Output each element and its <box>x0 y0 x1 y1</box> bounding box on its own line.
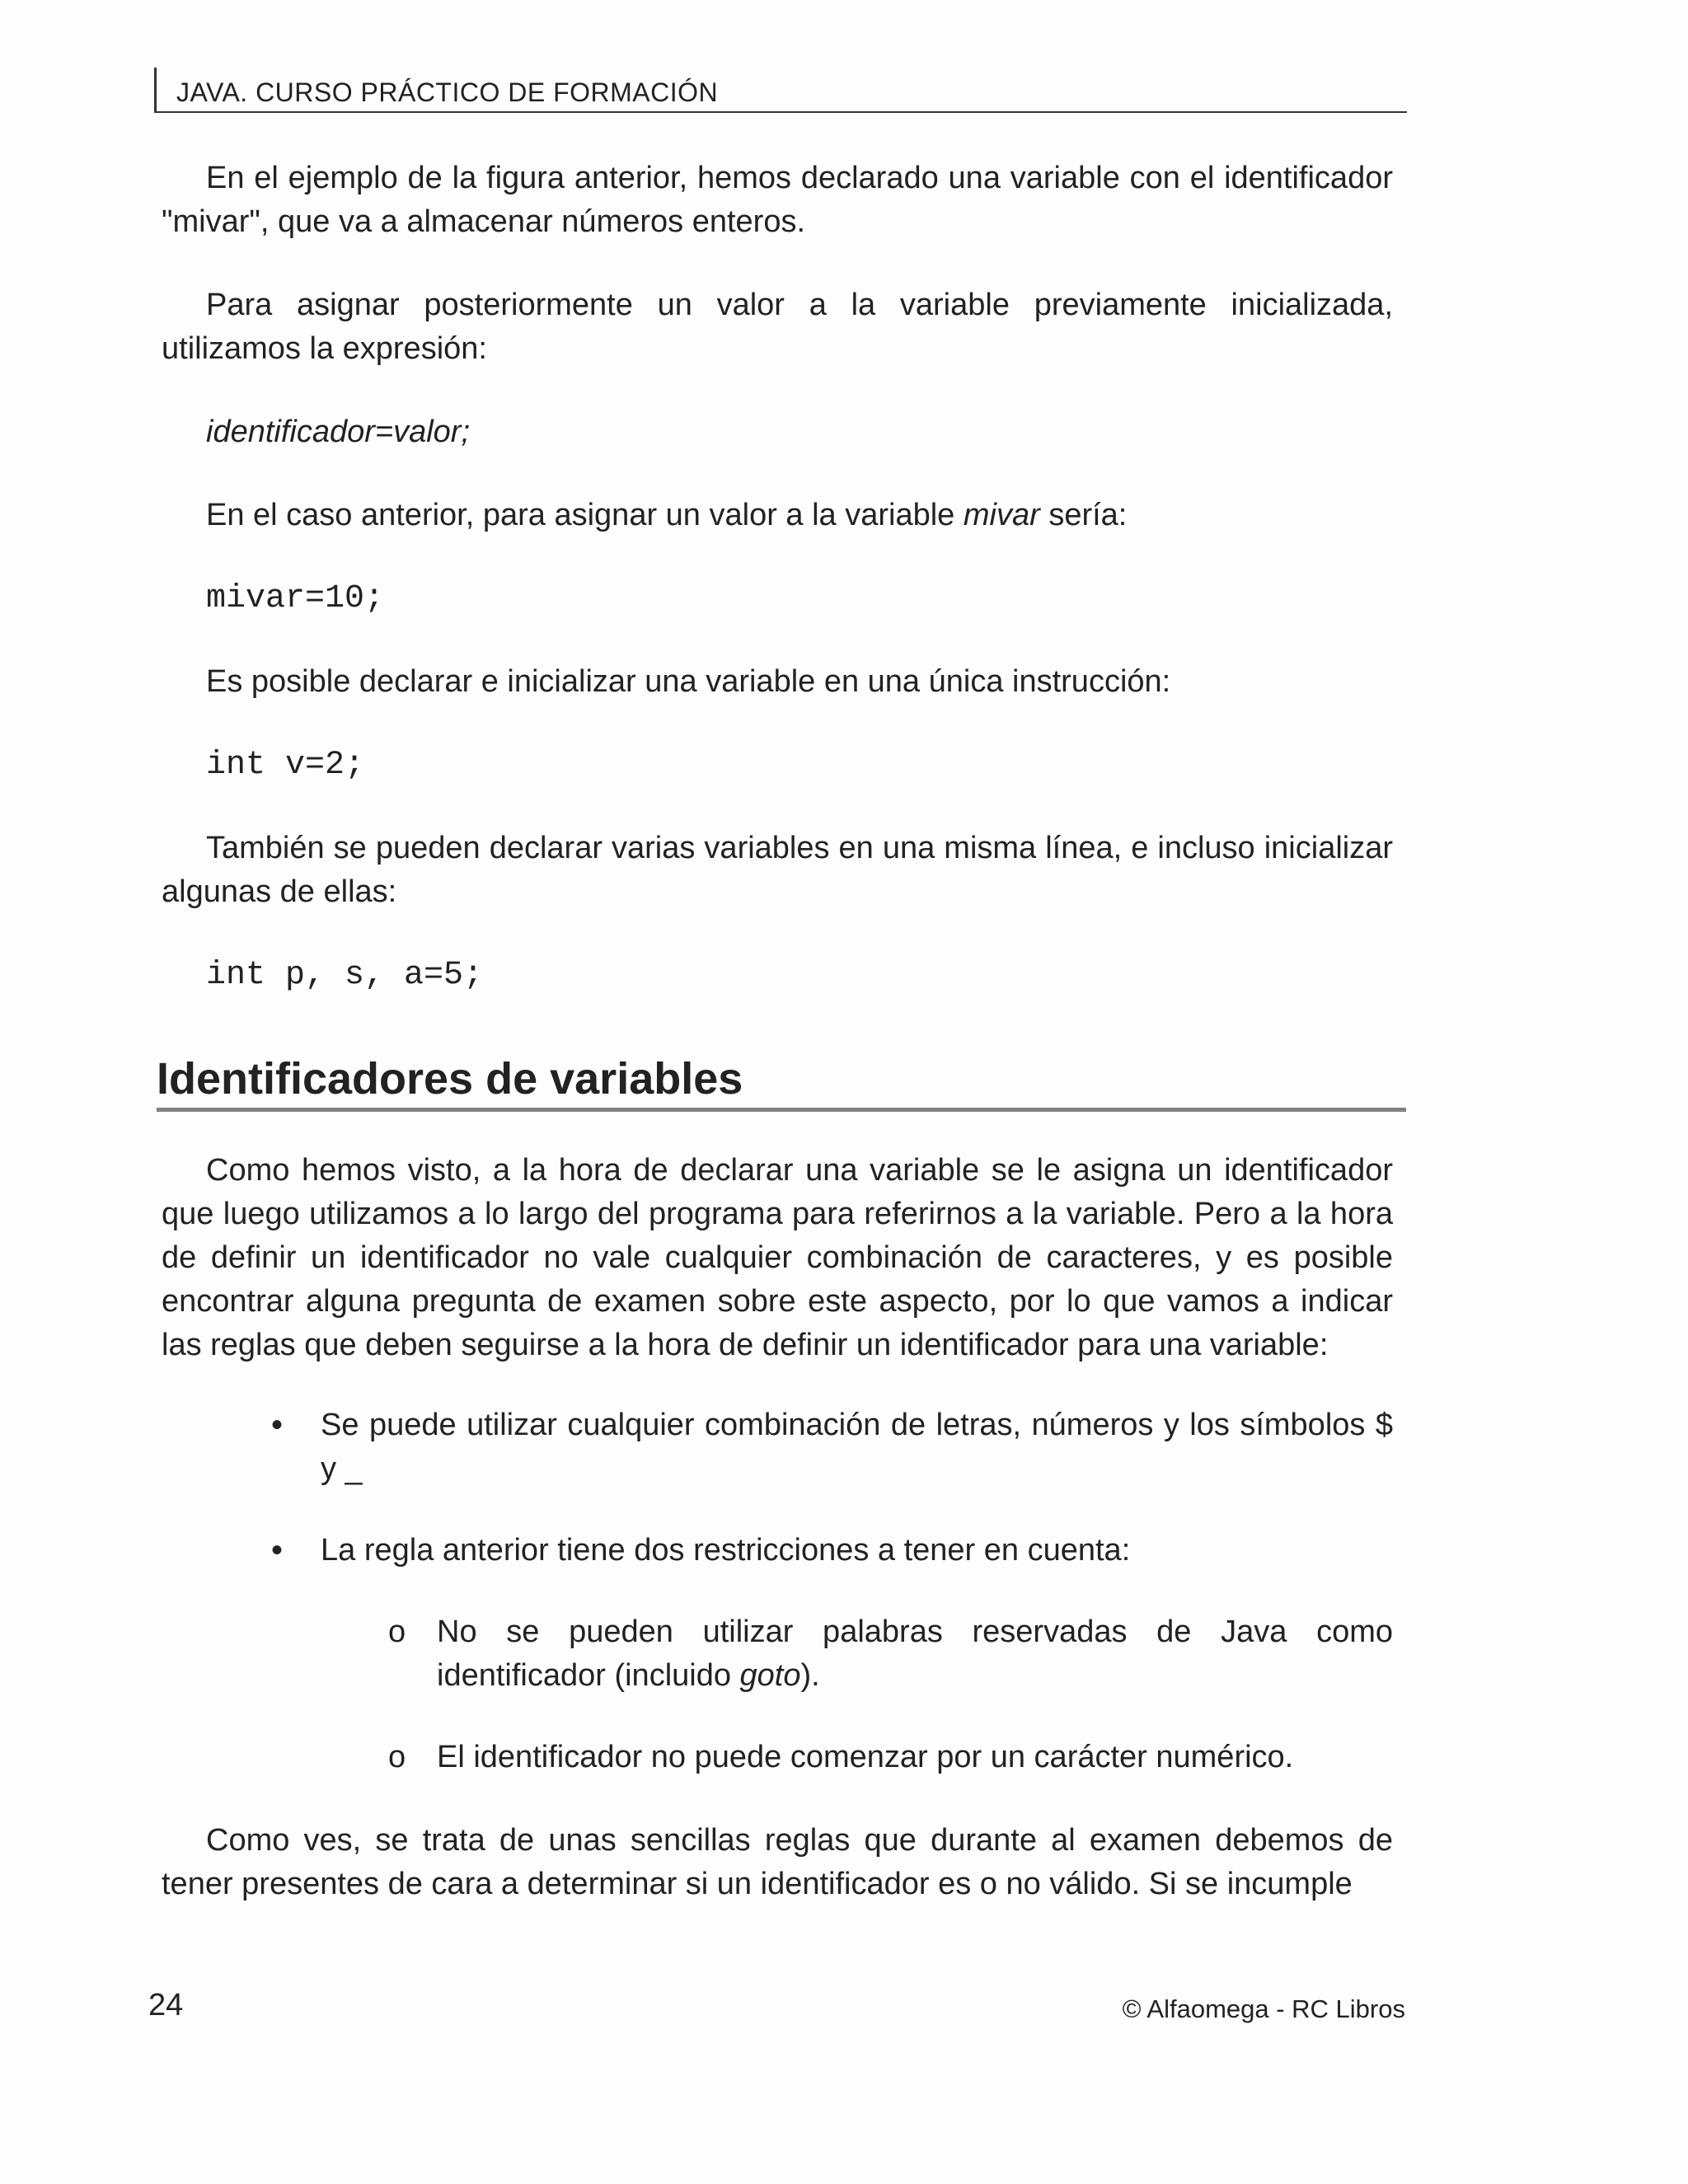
circle-bullet-icon: o <box>388 1614 406 1649</box>
bullet-icon: • <box>271 1531 284 1568</box>
paragraph-assign: Para asignar posteriormente un valor a la variable previamente inicializada, utilizamos la expresión: <box>162 288 1393 366</box>
paragraph-identifier-rules: Como hemos visto, a la hora de declarar una variable se le asigna un identificador que luego utilizamos a lo largo del programa para referirnos a la variable. Pero a la hora de definir un identificador no vale cualquier combinación de caracteres, y es posible encontrar alguna pregunta de examen sobre este aspecto, por lo que vamos a indicar las reglas que deben seguirse a la hora de definir un identificador para una variable: <box>162 1152 1393 1362</box>
list-item <box>162 1529 1393 1779</box>
example-text-start: En el caso anterior, para asignar un valor a la variable <box>206 498 964 532</box>
list-item <box>162 1736 1393 1779</box>
paragraph-declare-init: Es posible declarar e inicializar una variable en una única instrucción: <box>206 664 1171 699</box>
paragraph-example <box>162 494 1393 537</box>
code-line-mivar: mivar=10; <box>206 580 385 617</box>
restriction-text-end: ). <box>800 1657 820 1693</box>
circle-bullet-icon: o <box>388 1739 406 1774</box>
running-header <box>154 68 1407 113</box>
copyright-notice: © Alfaomega - RC Libros <box>1122 1994 1405 2023</box>
page-content <box>157 157 1393 1906</box>
restriction-text-start: No se pueden utilizar palabras reservadas de Java como identificador (incluido <box>437 1614 1393 1693</box>
paragraph-multiple-vars: También se pueden declarar varias variables en una misma línea, e incluso inicializar algunas de ellas: <box>162 831 1393 909</box>
bullet-icon: • <box>271 1406 284 1443</box>
code-line-int-v: int v=2; <box>206 747 365 784</box>
restriction-keyword: goto <box>739 1657 801 1693</box>
restrictions-list <box>162 1610 1393 1779</box>
page-number: 24 <box>148 1988 184 2022</box>
header-title: JAVA. CURSO PRÁCTICO DE FORMACIÓN <box>176 77 719 107</box>
rule-text: Se puede utilizar cualquier combinación de letras, números y los símbolos $ y _ <box>321 1407 1393 1486</box>
expression-text: identificador=valor; <box>206 415 471 449</box>
section-heading: Identificadores de variables <box>157 1052 1406 1112</box>
list-item <box>162 1610 1393 1698</box>
code-line-int-psa: int p, s, a=5; <box>206 957 484 994</box>
list-item <box>162 1404 1393 1491</box>
rule-text: La regla anterior tiene dos restricciones a tener en cuenta: <box>321 1532 1131 1568</box>
paragraph-mivar-intro: En el ejemplo de la figura anterior, hemos declarado una variable con el identificador "mivar", que va a almacenar números enteros. <box>162 161 1393 239</box>
example-variable-name: mivar <box>963 498 1040 532</box>
restriction-text: El identificador no puede comenzar por un carácter numérico. <box>437 1739 1294 1774</box>
example-text-end: sería: <box>1039 498 1128 532</box>
rules-list <box>162 1404 1393 1779</box>
paragraph-closing: Como ves, se trata de unas sencillas reglas que durante al examen debemos de tener presentes de cara a determinar si un identificador es o no válido. Si se incumple <box>162 1822 1393 1901</box>
expression-syntax <box>162 410 1393 454</box>
